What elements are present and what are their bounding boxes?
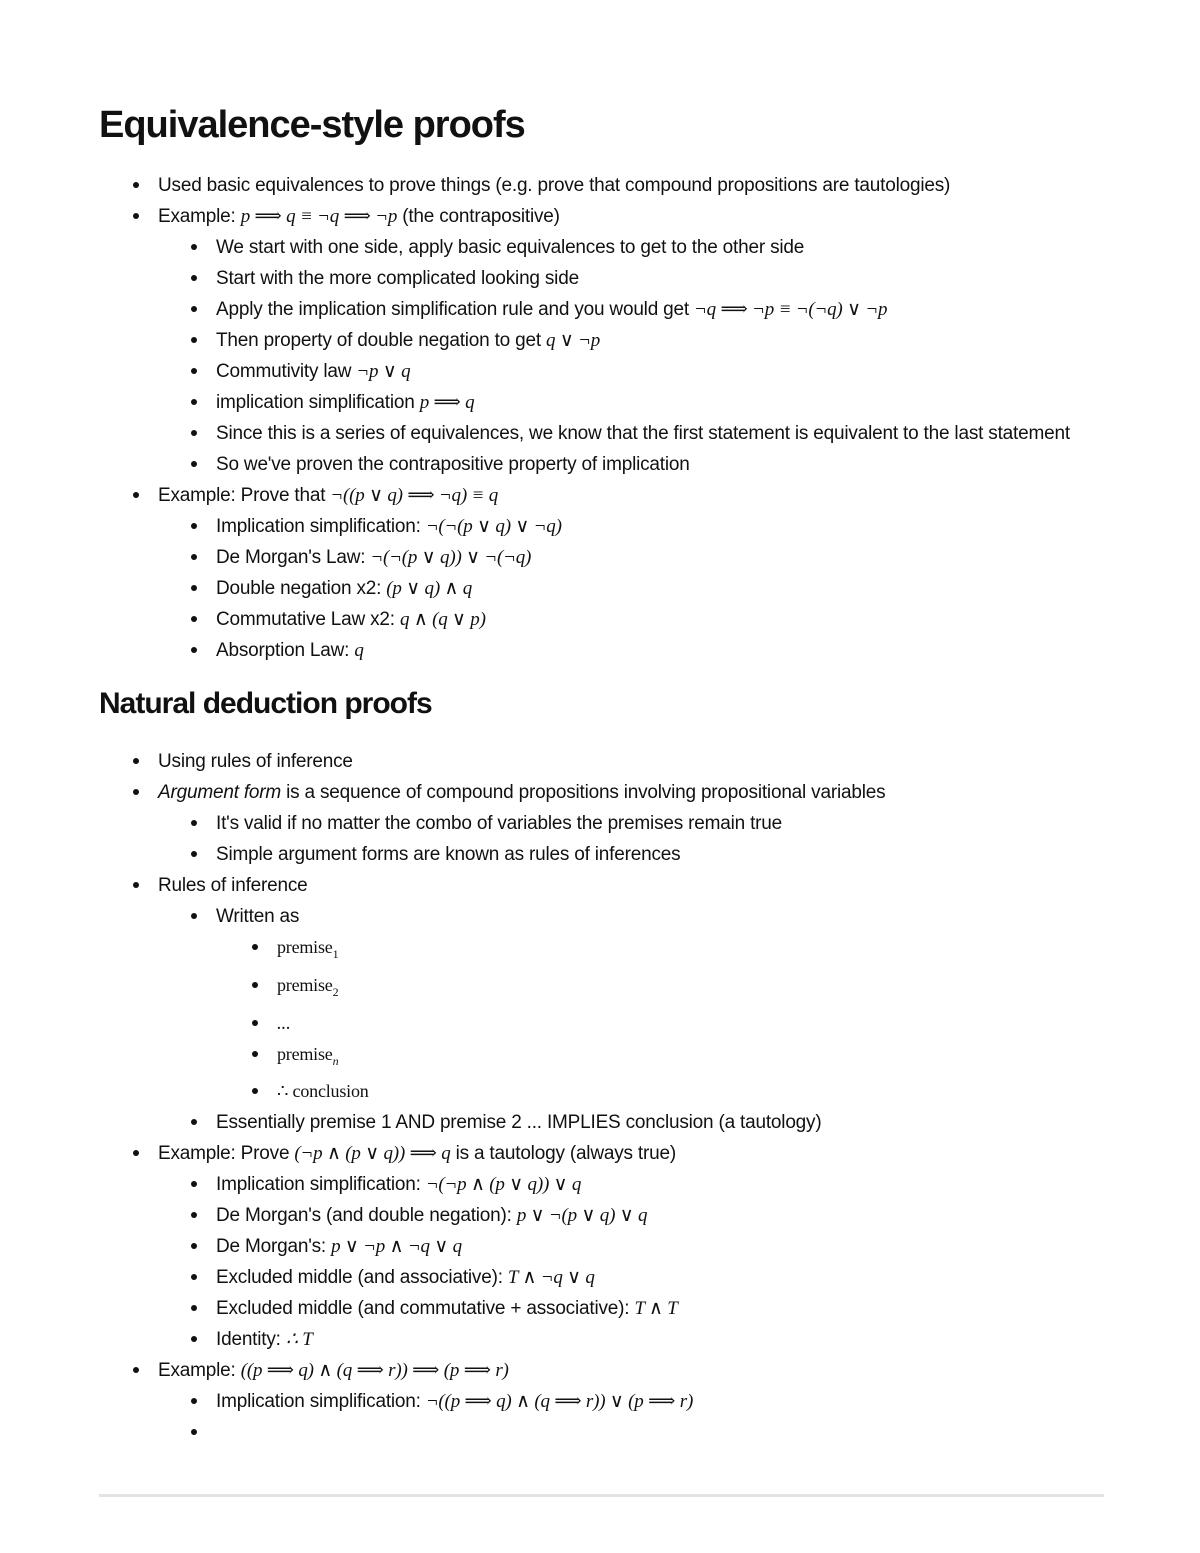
equivalence-list [99, 170, 1109, 666]
math-expression: p ⟹ q [419, 392, 475, 413]
emphasis-term: Argument form [158, 782, 282, 803]
sub-list [158, 232, 1109, 480]
document-body [99, 98, 1109, 1448]
list-item: Implication simplification: ¬(¬p ∧ (p ∨ q)) ∨ q [158, 1169, 1109, 1200]
list-item: Used basic equivalences to prove things (e.g. prove that compound propositions are tautologies) [99, 170, 1109, 201]
list-item-empty [158, 1417, 1109, 1448]
list-item: Since this is a series of equivalences, we know that the first statement is equivalent to the last statement [158, 418, 1109, 449]
list-item: De Morgan's: p ∨ ¬p ∧ ¬q ∨ q [158, 1231, 1109, 1262]
list-item: Excluded middle (and associative): T ∧ ¬q ∨ q [158, 1262, 1109, 1293]
list-item-example-prove: Example: Prove that ¬((p ∨ q) ⟹ ¬q) ≡ q Implication simplification: ¬(¬(p ∨ q) ∨ ¬q) De Morgan's Law: ¬(¬(p ∨ q)) ∨ ¬(¬q) Double negation x2: (p ∨ q) ∧ q Commutative Law x2: q ∧ (q ∨ p) Absorption Law: q [99, 480, 1109, 666]
list-item: Using rules of inference [99, 746, 1109, 777]
math-expression: q [354, 640, 364, 661]
list-item: Start with the more complicated looking side [158, 263, 1109, 294]
section-heading-equivalence: Equivalence-style proofs [99, 104, 525, 146]
premise-list [216, 932, 1109, 1107]
sub-list [158, 511, 1109, 666]
math-expression: T ∧ T [634, 1298, 678, 1320]
list-item: Double negation x2: (p ∨ q) ∧ q [158, 573, 1109, 604]
math-expression: ¬(¬(p ∨ q)) ∨ ¬(¬q) [370, 547, 532, 568]
list-item-rules-of-inference: Rules of inference Written as premise$_1$ premise$_2$ ... premise$_n$ ∴ conclusion Essentially premise 1 AND premise 2 ... IMPLIES conclusion (a tautology) [99, 870, 1109, 1138]
list-item: Implication simplification: ¬((p ⟹ q) ∧ (q ⟹ r)) ∨ (p ⟹ r) [158, 1386, 1109, 1417]
math-expression: ¬(¬p ∧ (p ∨ q)) ∨ q [425, 1174, 582, 1196]
premise-item: premise$_n$ [216, 1039, 1109, 1077]
list-item: Written as premise$_1$ premise$_2$ ... premise$_n$ ∴ conclusion [158, 901, 1109, 1107]
list-item: Absorption Law: q [158, 635, 1109, 666]
math-expression: ¬(¬(p ∨ q) ∨ ¬q) [425, 516, 562, 537]
list-item: Excluded middle (and commutative + associative): T ∧ T [158, 1293, 1109, 1324]
conclusion-item: ∴ conclusion [216, 1076, 1109, 1107]
list-item: Commutivity law ¬p ∨ q [158, 356, 1109, 387]
list-item: We start with one side, apply basic equivalences to get to the other side [158, 232, 1109, 263]
list-item: implication simplification p ⟹ q [158, 387, 1109, 418]
math-expression: p ⟹ q ≡ ¬q ⟹ ¬p [240, 206, 398, 227]
natural-deduction-list [99, 746, 1109, 1448]
math-expression: ¬((p ∨ q) ⟹ ¬q) ≡ q [330, 485, 498, 506]
horizontal-divider [99, 1494, 1104, 1497]
list-item-argument-form: Argument form is a sequence of compound propositions involving propositional variables It's valid if no matter the combo of variables the premises remain true Simple argument forms are known as rules of inferences [99, 777, 1109, 870]
premise-item: premise$_1$ [216, 932, 1109, 970]
sub-list [158, 808, 1109, 870]
list-item: Identity: ∴ T [158, 1324, 1109, 1355]
math-expression: p ∨ ¬(p ∨ q) ∨ q [516, 1205, 648, 1227]
list-item-example-contrapositive: Example: p ⟹ q ≡ ¬q ⟹ ¬p (the contrapositive) We start with one side, apply basic equivalences to get to the other side Start with the more complicated looking side Apply the implication simplification rule and you would get ¬q ⟹ ¬p ≡ ¬(¬q) ∨ ¬p Then property of double negation to get q ∨ ¬p Commutivity law ¬p ∨ q implication simplification p ⟹ q Since this is a series of equivalences, we know that the first statement is equivalent to the last statement So we've proven the contrapositive property of implication [99, 201, 1109, 480]
list-item-example-tautology: Example: Prove (¬p ∧ (p ∨ q)) ⟹ q is a tautology (always true) Implication simplification: ¬(¬p ∧ (p ∨ q)) ∨ q De Morgan's (and double negation): p ∨ ¬(p ∨ q) ∨ q De Morgan's: p ∨ ¬p ∧ ¬q ∨ q Excluded middle (and associative): T ∧ ¬q ∨ q Excluded middle (and commutative + associative): T ∧ T Identity: ∴ T [99, 1138, 1109, 1355]
list-item: So we've proven the contrapositive property of implication [158, 449, 1109, 480]
sub-list [158, 1386, 1109, 1448]
math-expression: ¬p ∨ q [356, 361, 411, 382]
math-expression: p ∨ ¬p ∧ ¬q ∨ q [331, 1236, 462, 1258]
math-expression: q ∨ ¬p [546, 330, 601, 351]
premise-item: premise$_2$ [216, 970, 1109, 1008]
section-heading-natural-deduction: Natural deduction proofs [99, 687, 432, 720]
list-item-example-syllogism: Example: ((p ⟹ q) ∧ (q ⟹ r)) ⟹ (p ⟹ r) Implication simplification: ¬((p ⟹ q) ∧ (q ⟹ r)) ∨ (p ⟹ r) [99, 1355, 1109, 1448]
math-expression: q ∧ (q ∨ p) [399, 609, 486, 630]
list-item: De Morgan's Law: ¬(¬(p ∨ q)) ∨ ¬(¬q) [158, 542, 1109, 573]
math-expression: ¬((p ⟹ q) ∧ (q ⟹ r)) ∨ (p ⟹ r) [425, 1391, 694, 1413]
premise-item: ... [216, 1008, 1109, 1039]
math-expression: (p ∨ q) ∧ q [386, 578, 473, 599]
list-item: Essentially premise 1 AND premise 2 ... IMPLIES conclusion (a tautology) [158, 1107, 1109, 1138]
sub-list [158, 901, 1109, 1138]
math-expression: ∴ T [285, 1329, 313, 1351]
list-item: It's valid if no matter the combo of variables the premises remain true [158, 808, 1109, 839]
list-item: Then property of double negation to get q ∨ ¬p [158, 325, 1109, 356]
list-item: De Morgan's (and double negation): p ∨ ¬(p ∨ q) ∨ q [158, 1200, 1109, 1231]
list-item: Simple argument forms are known as rules of inferences [158, 839, 1109, 870]
math-expression: ¬q ⟹ ¬p ≡ ¬(¬q) ∨ ¬p [694, 299, 888, 320]
list-item: Implication simplification: ¬(¬(p ∨ q) ∨ ¬q) [158, 511, 1109, 542]
sub-list [158, 1169, 1109, 1355]
list-item: Commutative Law x2: q ∧ (q ∨ p) [158, 604, 1109, 635]
list-item: Apply the implication simplification rule and you would get ¬q ⟹ ¬p ≡ ¬(¬q) ∨ ¬p [158, 294, 1109, 325]
math-expression: (¬p ∧ (p ∨ q)) ⟹ q [294, 1143, 451, 1165]
math-expression: ((p ⟹ q) ∧ (q ⟹ r)) ⟹ (p ⟹ r) [240, 1360, 509, 1382]
math-expression: T ∧ ¬q ∨ q [507, 1267, 595, 1289]
